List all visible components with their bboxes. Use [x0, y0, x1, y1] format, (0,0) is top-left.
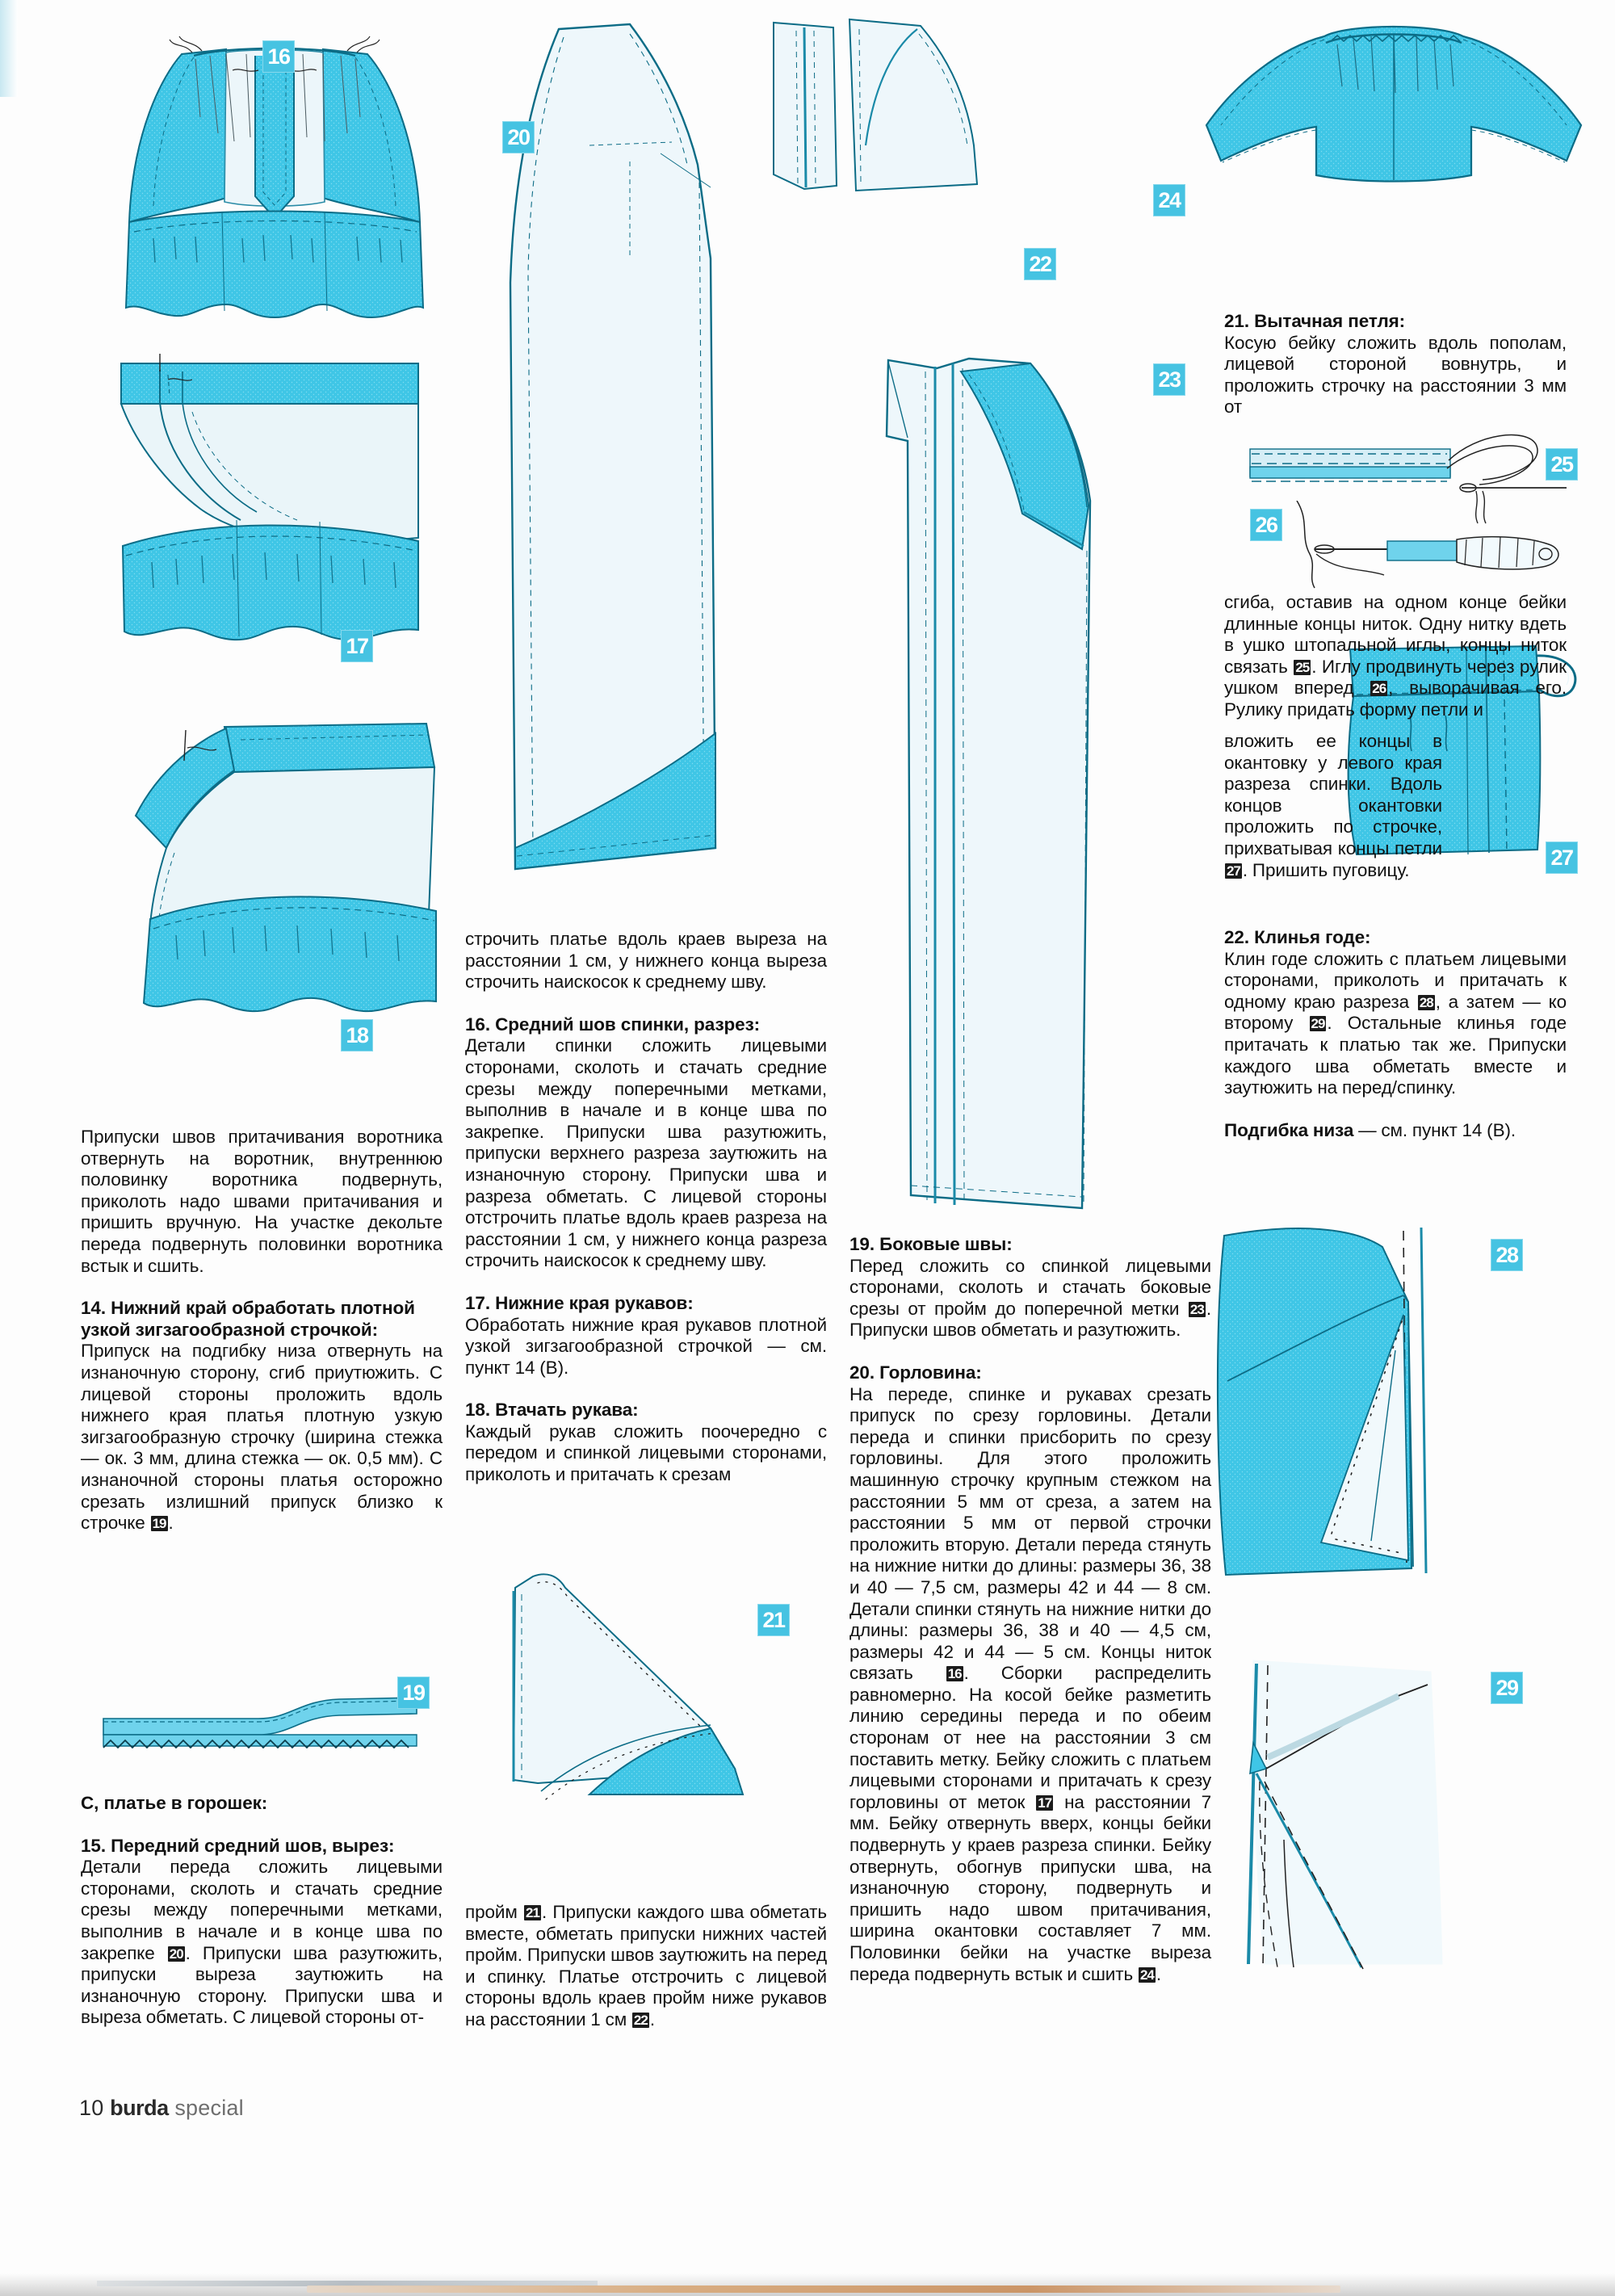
inline-step-chip-22: 22 — [633, 2012, 648, 2028]
figure-badge-17: 17 — [341, 630, 373, 662]
section-22-text-a: Клин годе сложить с платьем лицевыми сторонами, приколоть и притачать к одному краю разреза — [1224, 948, 1567, 1012]
section-18-text-a: пройм — [465, 1902, 524, 1922]
section-20-heading: 20. Горловина: — [849, 1362, 982, 1383]
section-14-heading: 14. Нижний край обработать плотной узкой зигзагообразной строчкой: — [81, 1298, 415, 1340]
section-21-heading: 21. Вытачная петля: — [1224, 311, 1406, 331]
section-15-text-a: Детали переда сложить лицевыми сторонами, сколоть и стачать средние срезы между поперечными метками, выполнив в начале и в конце шва по закрепке — [81, 1857, 443, 1963]
section-16-body: Детали спинки сложить лицевыми сторонами, сколоть и стачать средние срезы между поперечными метками, выполнив в начале и в конце шва по закрепке. Припуски шва разутюжить, припуски верхнего разреза заутюжить на изнаночную сторону. Припуски шва и разреза обметать. С лицевой стороны отстрочить платье вдоль краев разреза на расстоянии 1 см, у нижнего конца разреза строчить наискосок к среднему шву. — [465, 1035, 827, 1271]
section-21-body-part2 — [1224, 592, 1567, 721]
inline-step-chip-23: 23 — [1189, 1301, 1204, 1317]
figure-badge-20: 20 — [502, 121, 535, 153]
inline-step-chip-24: 24 — [1139, 1967, 1154, 1983]
figure-24-cap-sleeve-top — [1187, 12, 1599, 190]
section-17-heading: 17. Нижние края рукавов: — [465, 1292, 694, 1313]
section-18-heading: 18. Втачать рукава: — [465, 1400, 639, 1421]
section-21-body-part3 — [1224, 731, 1442, 881]
inline-step-chip-28: 28 — [1419, 994, 1433, 1010]
figure-badge-24: 24 — [1153, 184, 1185, 216]
section-16-heading: 16. Средний шов спинки, разрез: — [465, 1014, 761, 1035]
inline-step-chip-16: 16 — [947, 1666, 962, 1682]
figure-18-strap-facing — [103, 711, 443, 1034]
page-footer — [79, 2095, 244, 2121]
section-20-text-c: на расстоянии 7 мм. Бейку отвернуть вверх, концы бейки подвернуть у краев разреза спинки. Бейку отвернуть, обогнув припуски шва, на изнаночную сторону, подвернуть и пришить надо швом притачивания, ширина окантовки составляет 7 мм. Половинки бейки на участке выреза переда подвернуть встык и сшить — [849, 1791, 1211, 1984]
section-22-body — [1224, 949, 1567, 1099]
section-21-body-part1: Косую бейку сложить вдоль пополам, лицевой стороной вовнутрь, и проложить строчку на расстоянии 3 мм от — [1224, 332, 1567, 418]
section-20-text-d: . — [1156, 1963, 1162, 1984]
section-22-text-c: . Остальные клинья годе притачать к платью так же. Припуски каждого шва обметать вместе и заутюжить на перед/спинку. — [1224, 1013, 1567, 1098]
section-22-text-b: , а затем — ко второму — [1224, 991, 1567, 1034]
hem-note-text: — см. пункт 14 (В). — [1353, 1119, 1516, 1140]
figure-23-dress-back-long — [840, 339, 1147, 1252]
figure-17-bodice-side — [111, 347, 434, 662]
section-14-body — [81, 1341, 443, 1534]
figure-22-back-slit — [759, 16, 1001, 202]
inline-step-chip-27: 27 — [1227, 863, 1240, 879]
section-18-text-b: . Припуски каждого шва обметать вместе, обметать припуски нижних частей пройм. Припуски швов заутюжить на перед и спинку. Платье отстрочить с лицевой стороны вдоль краев пройм ниже рукавов на расстоянии 1 см — [465, 1902, 827, 2029]
hem-note-label: Подгибка низа — [1224, 1119, 1354, 1140]
figure-26-turning-rouleau — [1292, 501, 1583, 590]
section-19-body — [849, 1256, 1211, 1341]
section-14-text-b: . — [168, 1513, 174, 1534]
figure-19-zigzag-hem — [97, 1688, 420, 1777]
page-binding-strip — [0, 0, 18, 97]
text-column-4-bottom — [1224, 927, 1567, 1141]
text-column-4-top — [1224, 311, 1567, 418]
inline-step-chip-20: 20 — [169, 1946, 183, 1962]
figure-badge-26: 26 — [1250, 509, 1282, 541]
figure-badge-18: 18 — [341, 1019, 373, 1051]
variant-c-heading: С, платье в горошек: — [81, 1793, 268, 1813]
figure-badge-29: 29 — [1491, 1672, 1523, 1704]
c1-intro-paragraph: Припуски швов притачивания воротника отвернуть на воротник, внутреннюю половинку воротника подвернуть, приколоть надо швами притачивания и пришить вручную. На участке декольте переда подвернуть половинки воротника встык и сшить. — [81, 1127, 443, 1276]
section-17-body: Обработать нижние края рукавов плотной узкой зигзагообразной строчкой — см. пункт 14 (В). — [465, 1314, 827, 1378]
inline-step-chip-17: 17 — [1038, 1794, 1052, 1811]
section-19-text-a: Перед сложить со спинкой лицевыми сторонами, сколоть и стачать боковые срезы от пройм до поперечной метки — [849, 1255, 1211, 1319]
section-21-text-c: . Иглу продвинуть через рулик ушком вперед — [1224, 656, 1567, 699]
section-21-text-e: вложить ее концы в окантовку у левого края разреза спинки. Вдоль концов окантовки проложить по строчке, прихватывая концы петли — [1224, 731, 1442, 858]
text-column-2 — [465, 929, 827, 1486]
section-19-text-b: . Припуски швов обметать и разутюжить. — [849, 1298, 1211, 1341]
text-column-4-mid — [1224, 592, 1567, 721]
figure-21-sleeve-armhole — [468, 1567, 791, 1809]
figure-badge-19: 19 — [397, 1677, 430, 1709]
figure-28-godet-step-one — [1200, 1211, 1474, 1591]
inline-step-chip-19: 19 — [152, 1516, 166, 1532]
figure-29-godet-step-two — [1200, 1647, 1474, 1971]
section-15-heading: 15. Передний средний шов, вырез: — [81, 1835, 395, 1856]
inline-step-chip-21: 21 — [526, 1905, 539, 1920]
page-number: 10 — [79, 2096, 104, 2120]
section-15-body — [81, 1857, 443, 2029]
section-18-continuation — [465, 1902, 827, 2031]
section-14-text-a: Припуск на подгибку низа отвернуть на изнаночную сторону, сгиб приутюжить. С лицевой стороны проложить вдоль нижнего края платья плотную узкую зигзагообразную строчку (ширина стежка — ок. 3 мм, длина стежка — ок. 0,5 мм). С изнаночной стороны платья осторожно срезать излишний припуск близко к строчке — [81, 1341, 443, 1534]
figure-badge-16: 16 — [262, 40, 295, 73]
inline-step-chip-25: 25 — [1295, 659, 1310, 675]
section-19-heading: 19. Боковые швы: — [849, 1234, 1013, 1254]
page-bottom-edge — [0, 2273, 1615, 2296]
hem-note — [1224, 1120, 1567, 1142]
text-column-2-lower — [465, 1902, 827, 2031]
figure-badge-28: 28 — [1491, 1239, 1523, 1271]
figure-badge-27: 27 — [1546, 842, 1578, 874]
text-column-3 — [849, 1234, 1211, 1985]
figure-badge-25: 25 — [1546, 448, 1578, 481]
section-18-text-c: . — [649, 2008, 655, 2029]
figure-badge-21: 21 — [757, 1604, 790, 1636]
section-21-text-f: . Пришить пуговицу. — [1242, 859, 1410, 880]
section-18-body: Каждый рукав сложить поочередно с передом и спинкой лицевыми сторонами, приколоть и притачать к срезам — [465, 1421, 827, 1485]
figure-badge-22: 22 — [1024, 248, 1056, 280]
section-20-body — [849, 1384, 1211, 1986]
inline-step-chip-26: 26 — [1372, 681, 1386, 697]
edition-label: special — [174, 2096, 244, 2120]
section-20-text-a: На переде, спинке и рукавах срезать припуск по срезу горловины. Детали переда и спинки присборить по срезу горловины. Для этого проложить машинную строчку крупным стежком на расстоянии 5 мм от среза, а затем на расстоянии 5 мм от первой строчки проложить вторую. Детали переда стянуть на нижние нитки до длины: размеры 36, 38 и 40 — 7,5 см, размеры 42 и 44 — 8 см. Детали спинки стянуть на нижние нитки до длины: размеры 36, 38 и 40 — 4,5 см, размеры 42 и 44 — 5 см. Концы ниток связать — [849, 1383, 1211, 1684]
section-21-text-b: сгиба, оставив на одном конце бейки длинные концы ниток. Одну нитку вдеть в ушко штопальной иглы, концы ниток связать — [1224, 592, 1567, 677]
section-21-text-d: , выворачивая его. Рулику придать форму петли и — [1224, 678, 1567, 720]
text-column-4-wrap — [1224, 731, 1442, 881]
section-20-text-b: . Сборки распределить равномерно. На косой бейке разметить линию середины переда и по обеим сторонам от нее на расстоянии 3 см поставить метку. Бейку сложить с платьем лицевыми сторонами и притачать к срезу горловины от меток — [849, 1663, 1211, 1812]
brand-logo: burda — [110, 2096, 169, 2120]
inline-step-chip-29: 29 — [1311, 1016, 1325, 1032]
text-column-1-lower — [81, 1793, 443, 2029]
figure-badge-23: 23 — [1153, 363, 1185, 396]
text-column-1 — [81, 1127, 443, 1534]
c2-continuation-paragraph: строчить платье вдоль краев выреза на расстоянии 1 см, у нижнего конца выреза строчить наискосок к среднему шву. — [465, 929, 827, 993]
section-22-heading: 22. Клинья годе: — [1224, 927, 1371, 947]
section-15-text-b: . Припуски шва разутюжить, припуски выреза заутюжить на изнаночную сторону. Припуски шва и выреза обметать. С лицевой стороны от- — [81, 1942, 443, 2028]
